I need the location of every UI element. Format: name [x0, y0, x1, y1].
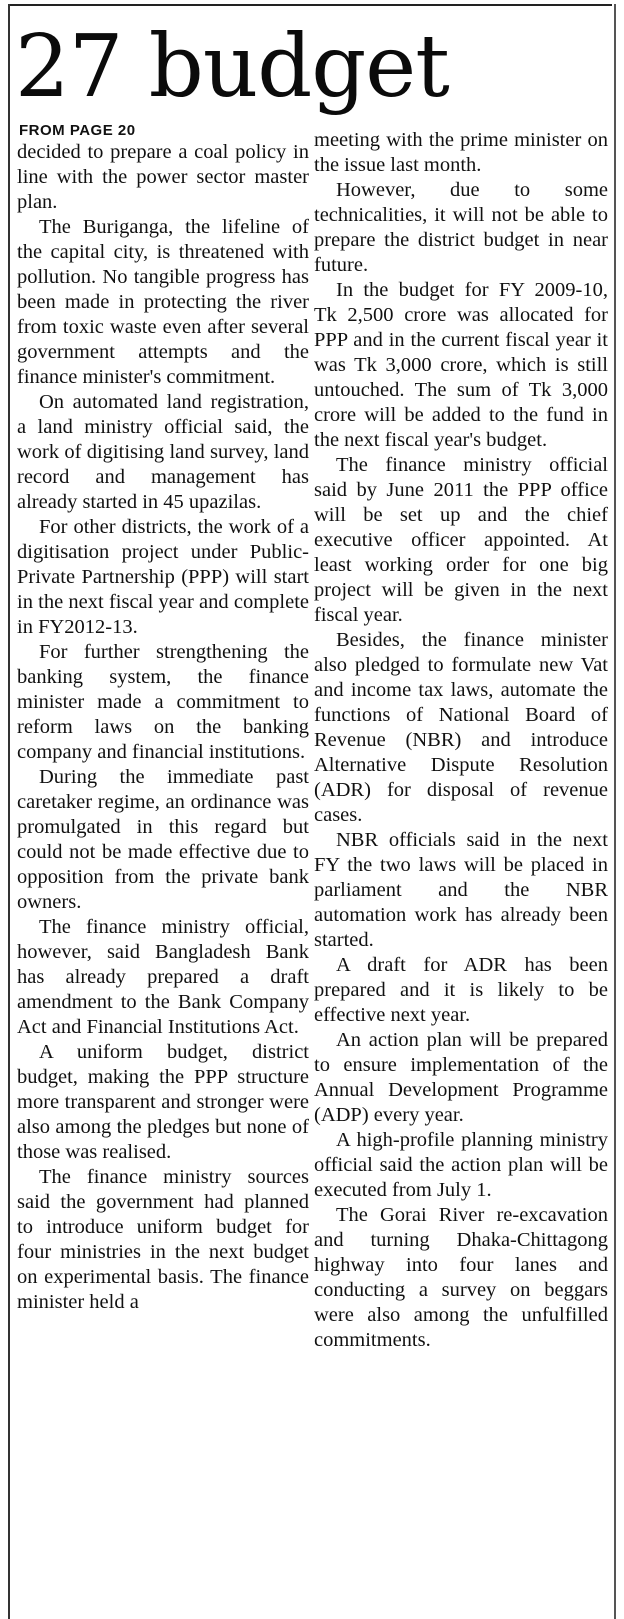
paragraph: A uniform budget, district budget, making the PPP structure more transparent and stronger were also among the pledges but none of those was realised.	[17, 1041, 309, 1163]
paragraph: NBR officials said in the next FY the two laws will be placed in parliament and the NBR automation work has already been started.	[314, 829, 608, 951]
paragraph: During the immediate past caretaker regime, an ordinance was promulgated in this regard but could not be made effective due to opposition from the private bank owners.	[17, 766, 309, 913]
headline: 27 budget	[15, 17, 449, 117]
paragraph: The Gorai River re-excavation and turning Dhaka-Chittagong highway into four lanes and conducting a survey on beggars were also among the unfulfilled commitments.	[314, 1204, 608, 1351]
paragraph: decided to prepare a coal policy in line with the power sector master plan.	[17, 141, 309, 213]
left-column	[17, 122, 309, 1315]
right-border-rule	[614, 4, 616, 1619]
paragraph: For further strengthening the banking system, the finance minister made a commitment to reform laws on the banking company and financial institutions.	[17, 641, 309, 763]
paragraph: However, due to some technicalities, it will not be able to prepare the district budget in near future.	[314, 179, 608, 276]
paragraph: Besides, the finance minister also pledged to formulate new Vat and income tax laws, automate the functions of National Board of Revenue (NBR) and introduce Alternative Dispute Resolution (ADR) for disposal of revenue cases.	[314, 629, 608, 826]
paragraph: meeting with the prime minister on the issue last month.	[314, 129, 608, 176]
paragraph: The Buriganga, the lifeline of the capital city, is threatened with pollution. No tangible progress has been made in protecting the river from toxic waste even after several government attempts and the finance minister's commitment.	[17, 216, 309, 388]
paragraph: The finance ministry official said by June 2011 the PPP office will be set up and the chief executive officer appointed. At least working order for one big project will be given in the next fiscal year.	[314, 454, 608, 626]
paragraph: On automated land registration, a land ministry official said, the work of digitising land survey, land record and management has already started in 45 upazilas.	[17, 391, 309, 513]
right-column	[314, 128, 608, 1353]
paragraph: In the budget for FY 2009-10, Tk 2,500 crore was allocated for PPP and in the current fiscal year it was Tk 3,000 crore, which is still untouched. The sum of Tk 3,000 crore will be added to the fund in the next fiscal year's budget.	[314, 279, 608, 451]
paragraph: A draft for ADR has been prepared and it is likely to be effective next year.	[314, 954, 608, 1026]
paragraph: A high-profile planning ministry official said the action plan will be executed from July 1.	[314, 1129, 608, 1201]
top-border-rule	[8, 4, 612, 6]
paragraph: An action plan will be prepared to ensure implementation of the Annual Development Programme (ADP) every year.	[314, 1029, 608, 1126]
paragraph: For other districts, the work of a digitisation project under Public-Private Partnership (PPP) will start in the next fiscal year and complete in FY2012-13.	[17, 516, 309, 638]
paragraph: The finance ministry official, however, said Bangladesh Bank has already prepared a draft amendment to the Bank Company Act and Financial Institutions Act.	[17, 916, 309, 1038]
jump-line: FROM PAGE 20	[19, 122, 136, 139]
left-border-rule	[8, 4, 10, 1619]
paragraph: The finance ministry sources said the government had planned to introduce uniform budget for four ministries in the next budget on experimental basis. The finance minister held a	[17, 1166, 309, 1313]
